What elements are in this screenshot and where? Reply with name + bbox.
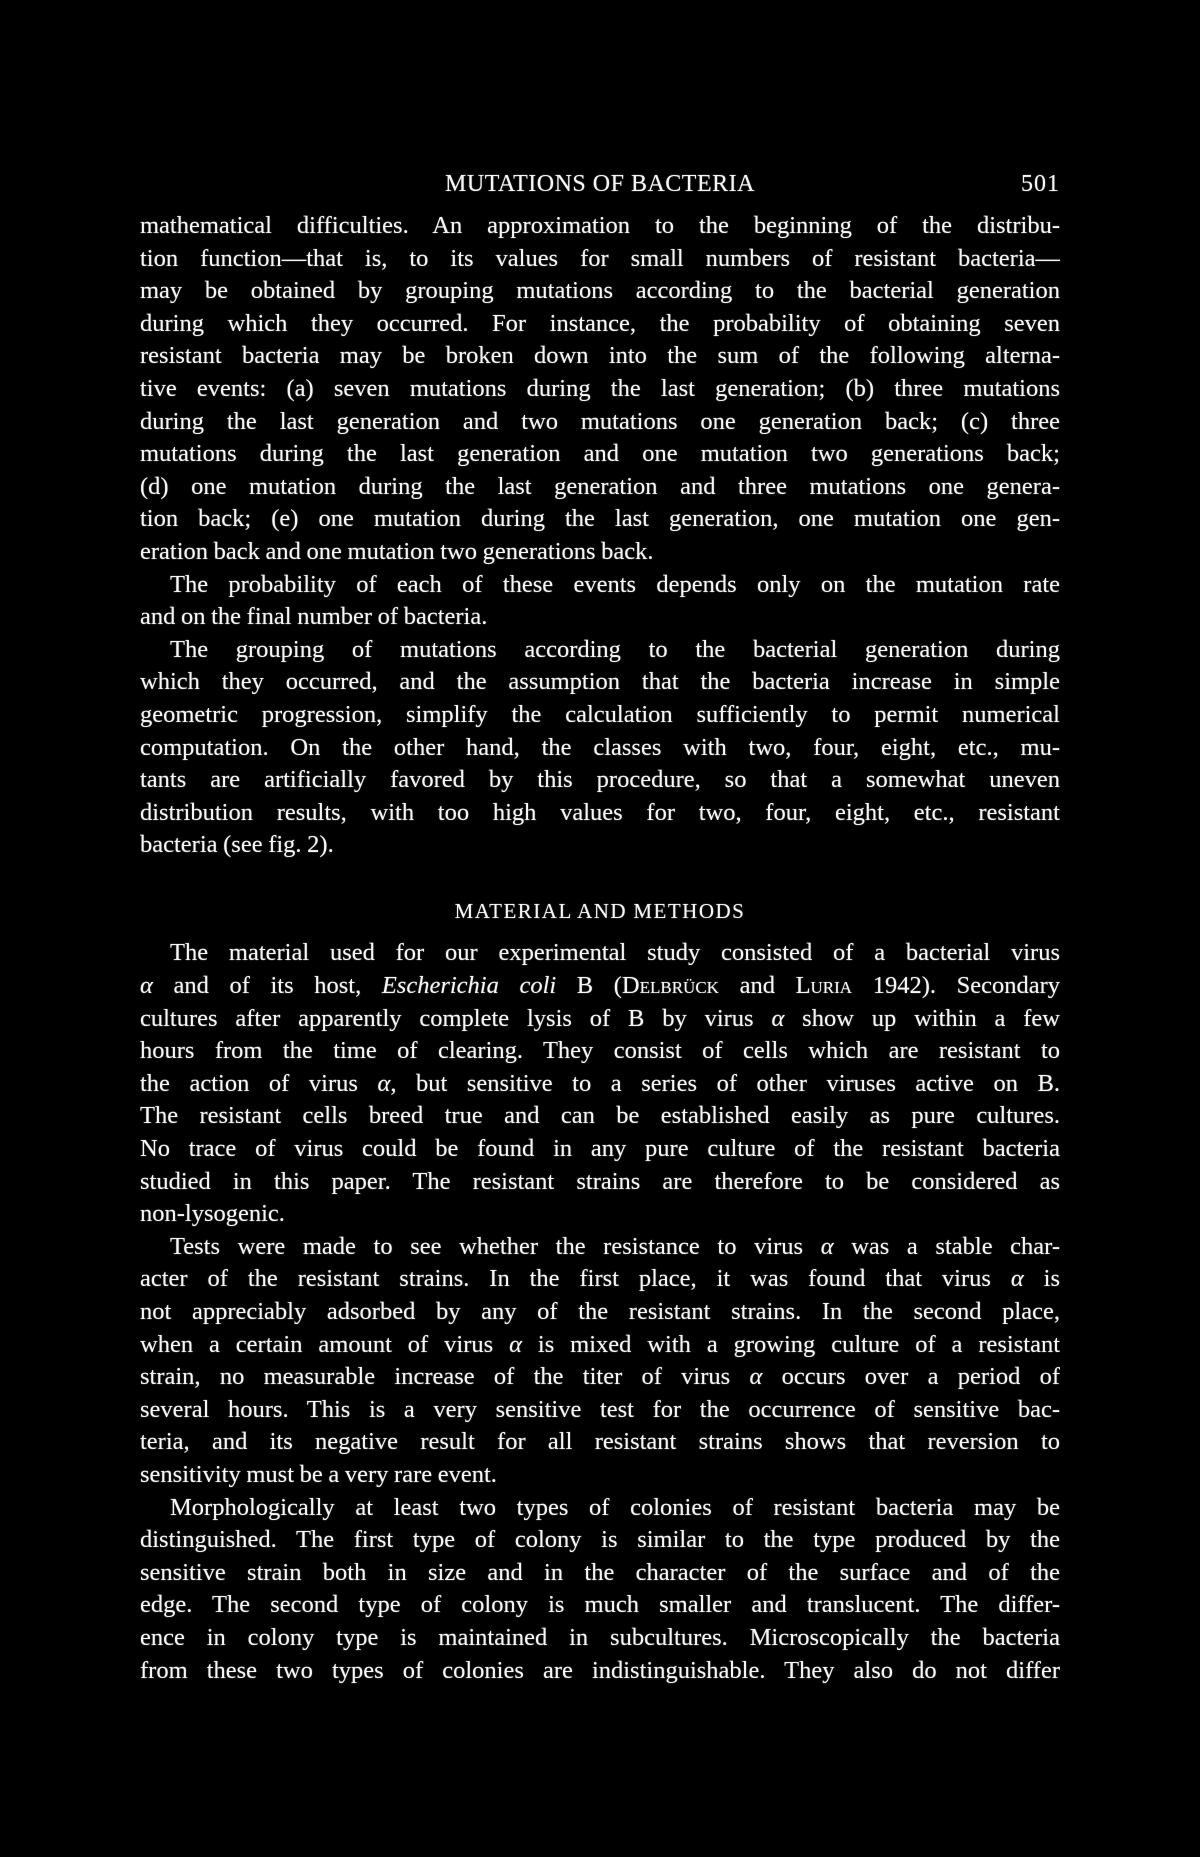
text-line: tants are artificially favored by this procedure, so that a somewhat uneven — [140, 766, 1060, 794]
text-line: may be obtained by grouping mutations according to the bacterial generation — [140, 277, 1060, 305]
text-line: which they occurred, and the assumption that the bacteria increase in simple — [140, 668, 1060, 696]
running-title: MUTATIONS OF BACTERIA — [445, 171, 755, 197]
text-line: mutations during the last generation and one mutation two generations back; — [140, 440, 1060, 468]
text-line: The resistant cells breed true and can be established easily as pure cultures. — [140, 1102, 1060, 1130]
text-line: acter of the resistant strains. In the first place, it was found that virus α is — [140, 1265, 1060, 1293]
text-line: cultures after apparently complete lysis of B by virus α show up within a few — [140, 1004, 1060, 1032]
paragraph-group-bottom — [140, 937, 1060, 1687]
text-line: several hours. This is a very sensitive test for the occurrence of sensitive bac- — [140, 1395, 1060, 1423]
text-line: mathematical difficulties. An approximation to the beginning of the distribu- — [140, 212, 1060, 239]
text-line: resistant bacteria may be broken down into the sum of the following alterna- — [140, 342, 1060, 370]
italic-text: α — [1010, 1265, 1024, 1293]
text-line: ence in colony type is maintained in subcultures. Microscopically the bacteria — [140, 1623, 1060, 1651]
text-line: The probability of each of these events depends only on the mutation rate — [170, 570, 1060, 598]
text-line: (d) one mutation during the last generation and three mutations one genera- — [140, 472, 1060, 500]
text-line: strain, no measurable increase of the titer of virus α occurs over a period of — [140, 1363, 1060, 1391]
italic-text: α — [140, 972, 153, 1000]
text-line: geometric progression, simplify the calculation sufficiently to permit numerical — [140, 700, 1060, 728]
text-line: tion function—that is, to its values for small numbers of resistant bacteria— — [140, 244, 1060, 272]
smallcaps-text: Delbrück — [621, 972, 719, 1000]
italic-text: α — [749, 1363, 763, 1391]
text-line: α and of its host, Escherichia coli B (Delbrück and Luria 1942). Secondary — [140, 972, 1060, 1000]
italic-text: Escherichia coli — [381, 972, 557, 1000]
paragraph — [140, 634, 1060, 862]
paragraph — [140, 937, 1060, 1230]
text-line: studied in this paper. The resistant strains are therefore to be considered as — [140, 1167, 1060, 1195]
text-line: when a certain amount of virus α is mixed with a growing culture of a resistant — [140, 1330, 1060, 1358]
text-line: and on the final number of bacteria. — [140, 603, 488, 631]
text-line: distinguished. The first type of colony is similar to the type produced by the — [140, 1526, 1060, 1554]
text-line: teria, and its negative result for all resistant strains shows that reversion to — [140, 1428, 1060, 1456]
article-body — [140, 210, 1060, 1687]
page-number: 501 — [1021, 171, 1060, 197]
text-line: the action of virus α, but sensitive to a series of other viruses active on B. — [140, 1069, 1060, 1097]
text-line: during which they occurred. For instance, the probability of obtaining seven — [140, 309, 1060, 337]
text-line: sensitive strain both in size and in the character of the surface and of the — [140, 1558, 1060, 1586]
paragraph-group-top — [140, 210, 1060, 862]
italic-text: α — [771, 1004, 785, 1032]
text-line: during the last generation and two mutations one generation back; (c) three — [140, 407, 1060, 435]
paragraph — [140, 569, 1060, 634]
paragraph — [140, 1492, 1060, 1688]
text-line: distribution results, with too high values for two, four, eight, etc., resistant — [140, 798, 1060, 826]
running-header — [140, 169, 1060, 199]
text-line: The grouping of mutations according to the bacterial generation during — [170, 635, 1060, 663]
text-line: from these two types of colonies are indistinguishable. They also do not differ — [140, 1656, 1060, 1684]
paragraph — [140, 1231, 1060, 1492]
text-line: computation. On the other hand, the classes with two, four, eight, etc., mu- — [140, 733, 1060, 761]
italic-text: α — [509, 1330, 522, 1358]
text-line: eration back and one mutation two generations back. — [140, 537, 654, 565]
paragraph — [140, 210, 1060, 569]
text-line: not appreciably adsorbed by any of the resistant strains. In the second place, — [140, 1298, 1060, 1325]
text-line: sensitivity must be a very rare event. — [140, 1460, 497, 1488]
text-line: Morphologically at least two types of colonies of resistant bacteria may be — [170, 1493, 1060, 1521]
text-line: Tests were made to see whether the resistance to virus α was a stable char- — [170, 1232, 1060, 1260]
text-line: edge. The second type of colony is much smaller and translucent. The differ- — [140, 1591, 1060, 1619]
section-heading: MATERIAL AND METHODS — [454, 898, 746, 923]
text-line: hours from the time of clearing. They consist of cells which are resistant to — [140, 1037, 1060, 1065]
text-line: tion back; (e) one mutation during the last generation, one mutation one gen- — [140, 505, 1060, 533]
text-line: bacteria (see fig. 2). — [140, 831, 334, 859]
smallcaps-text: Luria — [795, 972, 853, 1000]
text-line: non-lysogenic. — [140, 1200, 285, 1228]
text-line: tive events: (a) seven mutations during the last generation; (b) three mutations — [140, 374, 1060, 402]
italic-text: α — [820, 1232, 834, 1260]
text-line: No trace of virus could be found in any pure culture of the resistant bacteria — [140, 1135, 1060, 1163]
text-line: The material used for our experimental study consisted of a bacterial virus — [170, 939, 1060, 967]
italic-text: α — [377, 1069, 391, 1097]
